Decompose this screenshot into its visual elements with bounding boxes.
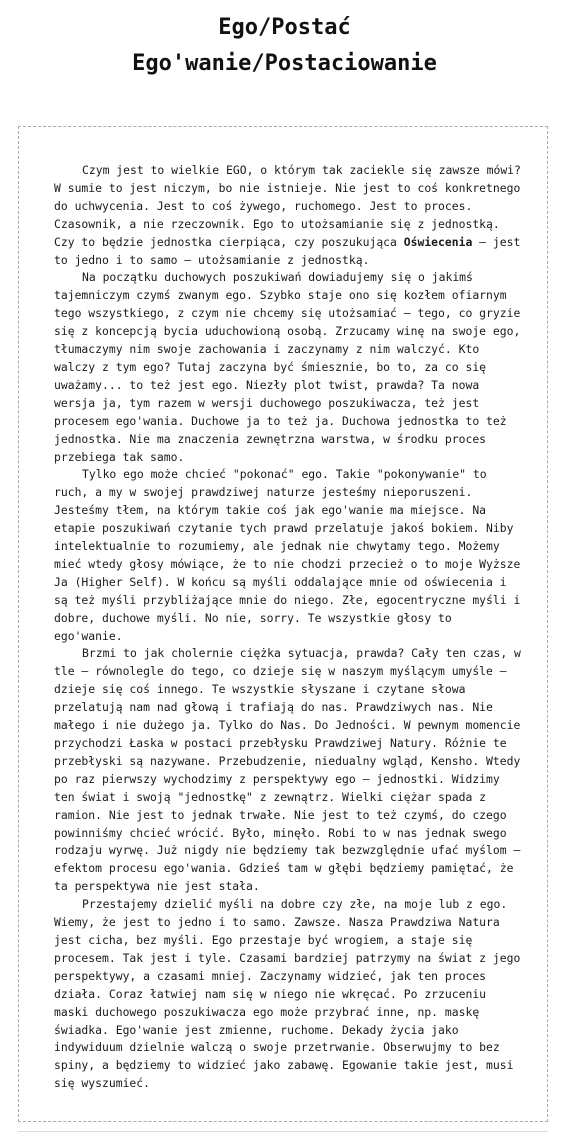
paragraph-3: Tylko ego może chcieć "pokonać" ego. Takie "pokonywanie" to ruch, a my w swojej prawdziwej naturze jesteśmy nieporuszeni. Jesteśmy tłem, na którym takie coś jak ego'wanie ma miejsce. Na etapie poszukiwań czytanie tych prawd przelatuje jakoś bokiem. Niby intelektualnie to rozumiemy, ale jednak nie chwytamy tego. Możemy mieć wtedy głosy mówiące, że to nie chodzi przecież o to moje Wyższe Ja (Higher Self). W końcu są myśli oddalające mnie od oświecenia i są też myśli przybliżające mnie do niego. Złe, egocentryczne myśli i dobre, duchowe myśli. No nie, sorry. Te wszystkie głosy to ego'wanie. — [54, 467, 521, 643]
paragraph-1 — [54, 162, 521, 269]
paragraph-4: Brzmi to jak cholernie ciężka sytuacja, prawda? Cały ten czas, w tle — równolegle do tego, co dzieje się w naszym myślącym umyśle — dzieje się coś innego. Te wszystkie słyszane i czytane słowa przelatują nam nad głową i trafiają do nas. Prawdziwych nas. Nie małego i nie dużego ja. Tylko do Nas. Do Jedności. W pewnym momencie przychodzi Łaska w postaci przebłysku Prawdziwej Natury. Różnie te przebłyski są nazywane. Przebudzenie, niedualny wgląd, Kensho. Wtedy po raz pierwszy wychodzimy z perspektywy ego — jednostki. Widzimy ten świat i swoją "jednostkę" z zewnątrz. Wielki ciężar spada z ramion. Nie jest to jednak trwałe. Nie jest to też czymś, do czego powinniśmy chcieć wrócić. Było, minęło. Robi to w nas jednak swego rodzaju wyrwę. Już nigdy nie będziemy tak bezwzględnie ufać myślom — efektom procesu ego'wania. Gdzieś tam w głębi będziemy pamiętać, że ta perspektywa nie jest stała. — [54, 646, 521, 894]
paragraph-2: Na początku duchowych poszukiwań dowiadujemy się o jakimś tajemniczym czymś zwanym ego. Szybko staje ono się kozłem ofiarnym tego wszystkiego, z czym nie chcemy się utożsamiać — tego, co gryzie się z koncepcją bycia uduchowioną osobą. Zrzucamy winę na swoje ego, tłumaczymy nim swoje zachowania i zaczynamy z nim walczyć. Kto walczy z tym ego? Tutaj zaczyna być śmiesznie, bo to, za co się uważamy... to też jest ego. Niezły plot twist, prawda? Ta nowa wersja ja, tym razem w wersji duchowego poszukiwacza, też jest procesem ego'wania. Duchowe ja to też ja. Duchowa jednostka to też jednostka. Nie ma znaczenia zewnętrzna warstwa, w środku proces przebiega tak samo. — [54, 270, 521, 464]
page-title-line-1: Ego/Postać — [218, 15, 351, 40]
paragraph-5: Przestajemy dzielić myśli na dobre czy złe, na moje lub z ego. Wiemy, że jest to jedno i to samo. Zawsze. Nasza Prawdziwa Natura jest cicha, bez myśli. Ego przestaje być wrogiem, a staje się procesem. Tak jest i tyle. Czasami bardziej patrzymy na świat z jego perspektywy, a czasami mniej. Zaczynamy widzieć, jak ten proces działa. Coraz łatwiej nam się w niego nie wkręcać. Po zrzuceniu maski duchowego poszukiwacza ego może przybrać inne, np. maskę świadka. Ego'wanie jest zmienne, ruchome. Dekady życia jako indywiduum dzielnie walczą o swoje przetrwanie. Obserwujmy to bez spiny, a będziemy to widzieć jako zabawę. Egowanie takie jest, musi się wyszumieć. — [54, 897, 521, 1091]
page-header — [0, 10, 569, 82]
paragraph-1-text-start: Czym jest to wielkie EGO, o którym tak zaciekle się zawsze mówi? W sumie to jest niczym, bo nie istnieje. Nie jest to coś konkretnego do uchwycenia. Jest to coś żywego, ruchomego. Jest to proces. Czasownik, a nie rzeczownik. Ego to utożsamianie się z jednostką. Czy to będzie jednostka cierpiąca, czy poszukująca — [54, 163, 521, 249]
bold-term-oswiecenia: Oświecenia — [403, 234, 473, 249]
bottom-divider — [18, 1131, 548, 1132]
article-body — [18, 126, 548, 1122]
page-title-line-2: Ego'wanie/Postaciowanie — [132, 51, 437, 76]
paragraph-1-text-end: — jest to jedno i to samo — utożsamianie z jednostką. — [54, 234, 521, 267]
